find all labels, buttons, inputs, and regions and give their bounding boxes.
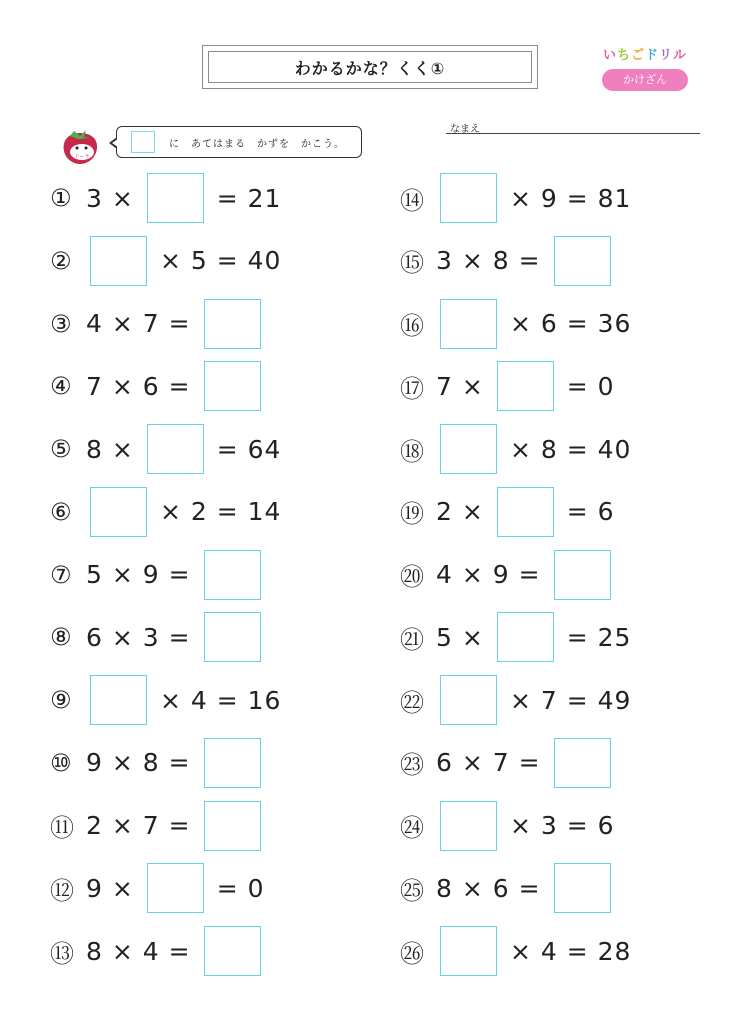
equation-text: 7 × 6 = — [86, 371, 200, 401]
problem-item — [50, 299, 265, 349]
problem-number: ⑬ — [50, 939, 75, 968]
problem-item — [50, 612, 265, 662]
problem-number: ㉖ — [400, 939, 425, 968]
problem-number: ⑤ — [50, 435, 73, 463]
equation-text: 9 × — [86, 873, 143, 903]
problem-number: ⑧ — [50, 623, 73, 652]
answer-box[interactable] — [440, 675, 497, 725]
problem-item — [400, 299, 631, 349]
equation-text: 3 × — [86, 183, 143, 213]
problem-number: ㉕ — [400, 876, 425, 905]
problem-item — [400, 550, 615, 600]
equation-text: 5 × — [436, 622, 493, 652]
equation-text: 6 × 3 = — [86, 622, 200, 652]
answer-box[interactable] — [440, 173, 497, 223]
answer-box[interactable] — [204, 299, 261, 349]
problem-number: ⑲ — [400, 500, 425, 529]
answer-box[interactable] — [204, 550, 261, 600]
equation-text: 6 × 7 = — [436, 748, 550, 778]
problem-number: ⑫ — [50, 876, 75, 905]
problem-number: ② — [50, 246, 73, 275]
equation-text: × 4 = 16 — [151, 685, 282, 715]
problem-item — [50, 926, 265, 976]
problem-item — [400, 173, 631, 223]
answer-box[interactable] — [440, 801, 497, 851]
problem-number: ⑭ — [400, 186, 425, 215]
equation-text: × 8 = 40 — [501, 434, 632, 464]
problem-number: ⑯ — [400, 312, 425, 340]
brand-char: ご — [630, 48, 645, 63]
equation-text: = 64 — [207, 434, 282, 464]
equation-text: 9 × 8 = — [86, 748, 200, 778]
equation-text: 2 × 7 = — [86, 811, 200, 840]
problem-item — [400, 612, 631, 662]
problem-number: ⑥ — [50, 497, 73, 526]
problem-item — [400, 738, 615, 788]
problem-number: ⑪ — [50, 814, 75, 842]
problem-item — [50, 487, 281, 537]
equation-text: = 0 — [207, 873, 265, 903]
equation-text: 2 × — [436, 497, 493, 527]
answer-box[interactable] — [204, 926, 261, 976]
problem-item — [50, 361, 265, 411]
equation-text: 3 × 8 = — [436, 246, 550, 276]
answer-box[interactable] — [90, 675, 147, 725]
equation-text: × 6 = 36 — [501, 309, 632, 338]
answer-box[interactable] — [554, 863, 611, 913]
problem-item — [400, 926, 631, 976]
problem-number: ㉔ — [400, 814, 425, 842]
problem-number: ③ — [50, 309, 73, 338]
problem-item — [50, 801, 265, 851]
problem-item — [50, 173, 281, 223]
problem-number: ⑨ — [50, 686, 73, 714]
problem-item — [400, 675, 631, 725]
answer-box[interactable] — [90, 236, 147, 286]
problem-number: ㉒ — [400, 688, 425, 717]
answer-box[interactable] — [554, 550, 611, 600]
problem-item — [400, 801, 615, 851]
answer-box[interactable] — [204, 738, 261, 788]
answer-box[interactable] — [497, 487, 554, 537]
equation-text: 8 × 6 = — [436, 873, 550, 903]
answer-box[interactable] — [440, 424, 497, 474]
equation-text: × 5 = 40 — [151, 246, 282, 276]
brand-char: ル — [673, 48, 688, 63]
equation-text: 8 × 4 = — [86, 936, 200, 966]
equation-text: = 25 — [557, 622, 632, 652]
problem-item — [400, 236, 615, 286]
equation-text: × 4 = 28 — [501, 936, 632, 966]
problem-item — [400, 361, 615, 411]
answer-box[interactable] — [147, 863, 204, 913]
equation-text: 7 × — [436, 371, 493, 401]
problem-number: ④ — [50, 372, 73, 401]
answer-box[interactable] — [90, 487, 147, 537]
answer-box[interactable] — [204, 361, 261, 411]
problem-number: ⑦ — [50, 560, 73, 589]
problem-item — [50, 550, 265, 600]
problem-item — [50, 424, 281, 474]
problem-item — [400, 863, 615, 913]
answer-box[interactable] — [554, 738, 611, 788]
answer-box[interactable] — [497, 361, 554, 411]
problem-number: ⑮ — [400, 249, 425, 278]
name-label: なまえ — [450, 124, 480, 135]
mascot-label: ドーラ — [74, 154, 90, 160]
equation-text: = 6 — [557, 497, 615, 527]
problem-item — [50, 675, 281, 725]
equation-text: = 21 — [207, 183, 282, 213]
brand-char: ド — [645, 48, 660, 63]
brand-char: リ — [659, 48, 674, 63]
problem-item — [50, 738, 265, 788]
equation-text: 8 × — [86, 434, 143, 464]
problem-item — [400, 487, 615, 537]
problem-number: ㉑ — [400, 625, 425, 654]
equation-text: × 2 = 14 — [151, 497, 282, 527]
answer-box[interactable] — [554, 236, 611, 286]
equation-text: 5 × 9 = — [86, 560, 200, 589]
answer-box[interactable] — [204, 612, 261, 662]
problem-number: ㉓ — [400, 751, 425, 780]
answer-box[interactable] — [147, 424, 204, 474]
category-badge: かけざん — [602, 69, 688, 91]
problem-number: ⑰ — [400, 374, 425, 403]
answer-box[interactable] — [147, 173, 204, 223]
problem-item — [50, 863, 265, 913]
problem-number: ① — [50, 184, 73, 212]
equation-text: = 0 — [557, 371, 615, 401]
answer-box[interactable] — [440, 299, 497, 349]
equation-text: 4 × 9 = — [436, 560, 550, 589]
equation-text: × 3 = 6 — [501, 811, 615, 840]
problem-item — [50, 236, 281, 286]
problem-item — [400, 424, 631, 474]
answer-box[interactable] — [440, 926, 497, 976]
equation-text: × 9 = 81 — [501, 183, 632, 213]
brand-char: い — [602, 48, 617, 63]
answer-box[interactable] — [497, 612, 554, 662]
answer-box[interactable] — [204, 801, 261, 851]
equation-text: × 7 = 49 — [501, 685, 632, 715]
problem-number: ⑱ — [400, 437, 425, 466]
equation-text: 4 × 7 = — [86, 309, 200, 338]
brand-char: ち — [616, 48, 631, 63]
page-title: わかるかな？くく① — [208, 51, 532, 83]
problem-number: ⑳ — [400, 563, 425, 591]
instruction-text: に あてはまる かずを かこう。 — [169, 138, 345, 150]
problem-number: ⑩ — [50, 748, 73, 777]
